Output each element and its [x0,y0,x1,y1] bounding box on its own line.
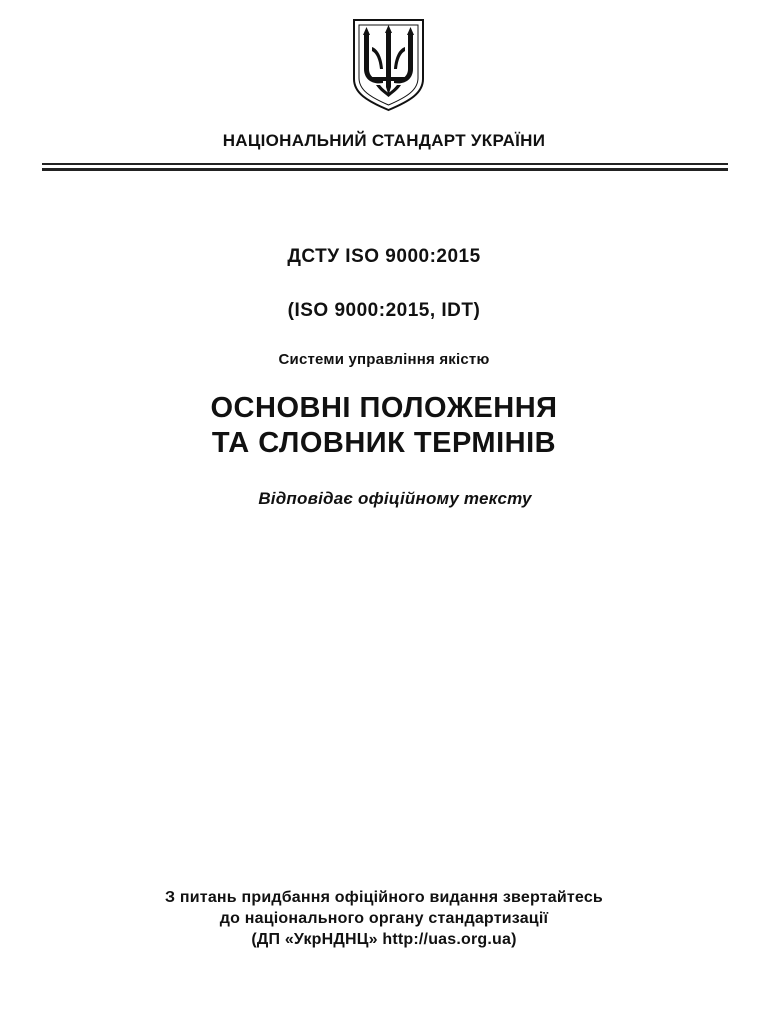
header-divider-thin [42,163,728,165]
purchase-info-line3: (ДП «УкрНДНЦ» http://uas.org.ua) [251,931,517,948]
purchase-info-line2: до національного органу стандартизації [219,910,549,927]
official-text-note: Відповідає офіційному тексту [258,489,532,508]
standard-title-line2: ТА СЛОВНИК ТЕРМІНІВ [211,427,557,459]
iso-reference: (ISO 9000:2015, IDT) [287,300,481,321]
purchase-info [0,887,768,950]
standard-series: Системи управління якістю [278,351,490,368]
header-divider-thick [42,168,728,171]
coat-of-arms-icon [350,17,427,112]
standard-title-line1: ОСНОВНІ ПОЛОЖЕННЯ [210,392,558,424]
standard-title [0,391,768,461]
purchase-info-line1: З питань придбання офіційного видання звертайтесь [165,889,603,906]
standard-designation: ДСТУ ISO 9000:2015 [287,246,481,267]
national-standard-heading: НАЦІОНАЛЬНИЙ СТАНДАРТ УКРАЇНИ [222,131,546,150]
